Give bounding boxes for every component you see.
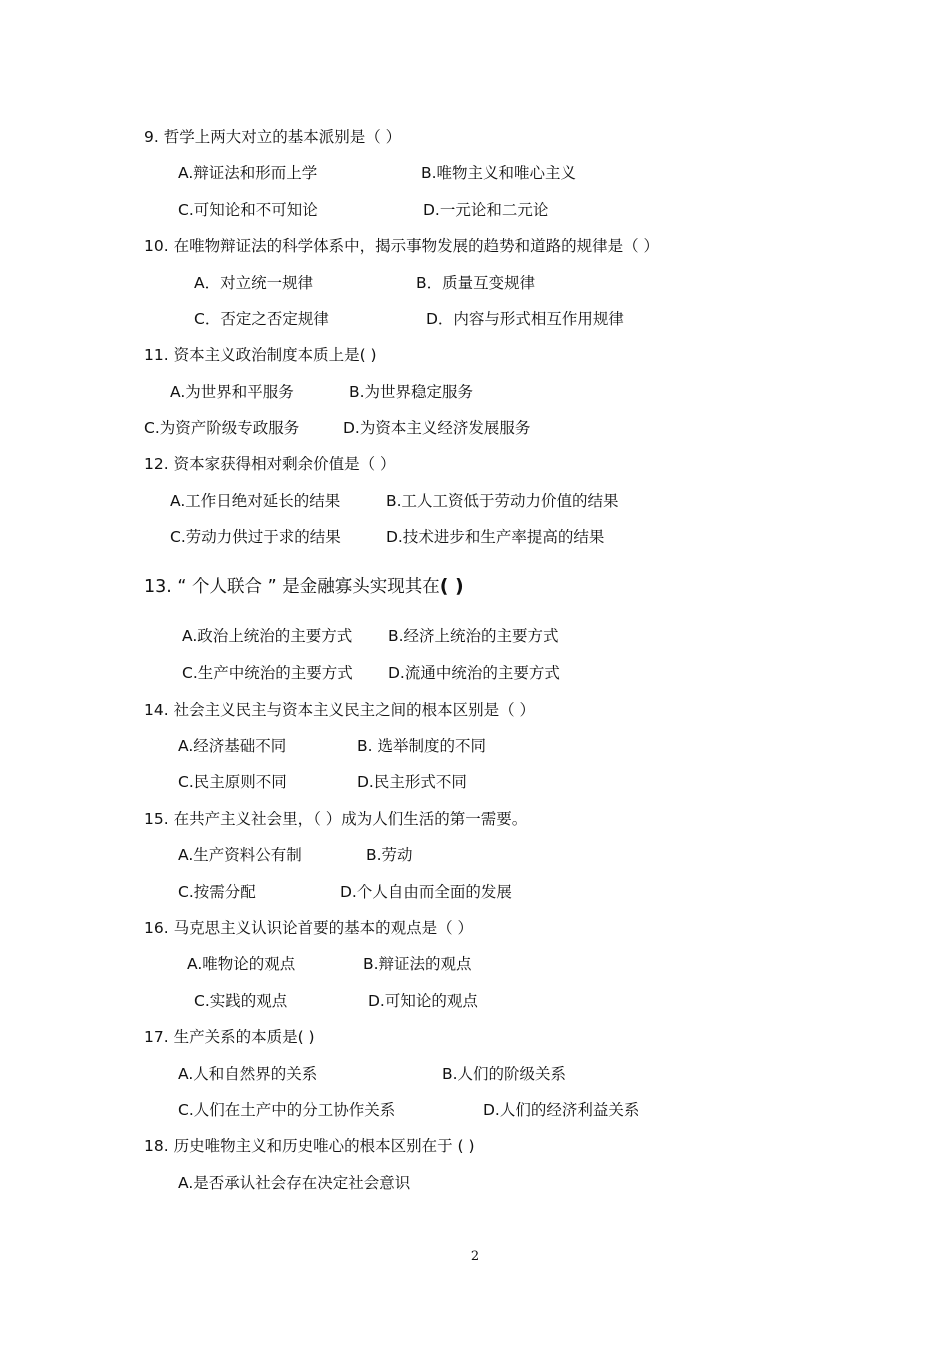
question-stem: 16. 马克思主义认识论首要的基本的观点是（ ） <box>144 919 474 937</box>
question-stem: 10. 在唯物辩证法的科学体系中，揭示事物发展的趋势和道路的规律是（ ） <box>144 237 660 255</box>
option-b: B.辩证法的观点 <box>363 955 472 973</box>
option-a: A.为世界和平服务 <box>170 383 294 401</box>
question-stem: 17. 生产关系的本质是( ) <box>144 1028 315 1046</box>
question-stem: 15. 在共产主义社会里，（ ）成为人们生活的第一需要。 <box>144 810 528 828</box>
option-a: A.生产资料公有制 <box>178 846 302 864</box>
option-d: D.个人自由而全面的发展 <box>340 883 512 901</box>
question-stem: 9. 哲学上两大对立的基本派别是（ ） <box>144 128 402 146</box>
option-c: C.劳动力供过于求的结果 <box>170 528 341 546</box>
option-b: B. 选举制度的不同 <box>357 737 486 755</box>
option-a: A．对立统一规律 <box>194 274 314 292</box>
option-d: D．内容与形式相互作用规律 <box>426 310 624 328</box>
question-stem: 14. 社会主义民主与资本主义民主之间的根本区别是（ ） <box>144 701 536 719</box>
question-stem: 13. “ 个人联合 ” 是金融寡头实现其在 <box>144 577 440 597</box>
option-a: A.人和自然界的关系 <box>178 1065 318 1083</box>
answer-parenthesis: ( ) <box>439 575 464 597</box>
option-d: D.为资本主义经济发展服务 <box>343 419 531 437</box>
option-b: B.工人工资低于劳动力价值的结果 <box>386 492 619 510</box>
option-b: B.为世界稳定服务 <box>349 383 474 401</box>
option-c: C.生产中统治的主要方式 <box>182 664 353 682</box>
option-a: A.是否承认社会存在决定社会意识 <box>178 1174 411 1192</box>
option-b: B．质量互变规律 <box>416 274 536 292</box>
option-c: C.人们在土产中的分工协作关系 <box>178 1101 396 1119</box>
question-stem: 11. 资本主义政治制度本质上是( ) <box>144 346 377 364</box>
option-c: C.民主原则不同 <box>178 773 287 791</box>
option-a: A.工作日绝对延长的结果 <box>170 492 341 510</box>
option-a: A.辩证法和形而上学 <box>178 164 318 182</box>
option-c: C.按需分配 <box>178 883 256 901</box>
option-a: A.经济基础不同 <box>178 737 287 755</box>
option-c: C．否定之否定规律 <box>194 310 329 328</box>
option-a: A.政治上统治的主要方式 <box>182 627 353 645</box>
option-b: B.经济上统治的主要方式 <box>388 627 559 645</box>
option-a: A.唯物论的观点 <box>187 955 296 973</box>
option-b: B.人们的阶级关系 <box>442 1065 567 1083</box>
option-d: D.一元论和二元论 <box>423 201 549 219</box>
option-d: D.流通中统治的主要方式 <box>388 664 560 682</box>
page-number: 2 <box>470 1249 480 1264</box>
option-b: B.劳动 <box>366 846 413 864</box>
option-b: B.唯物主义和唯心主义 <box>421 164 577 182</box>
question-stem-13 <box>144 575 464 598</box>
question-stem: 12. 资本家获得相对剩余价值是（ ） <box>144 455 396 473</box>
option-d: D.民主形式不同 <box>357 773 467 791</box>
question-stem: 18. 历史唯物主义和历史唯心的根本区别在于 ( ) <box>144 1137 475 1155</box>
option-d: D.技术进步和生产率提高的结果 <box>386 528 605 546</box>
option-c: C.可知论和不可知论 <box>178 201 318 219</box>
option-c: C.实践的观点 <box>194 992 288 1010</box>
option-d: D.可知论的观点 <box>368 992 478 1010</box>
option-c: C.为资产阶级专政服务 <box>144 419 300 437</box>
option-d: D.人们的经济利益关系 <box>483 1101 640 1119</box>
